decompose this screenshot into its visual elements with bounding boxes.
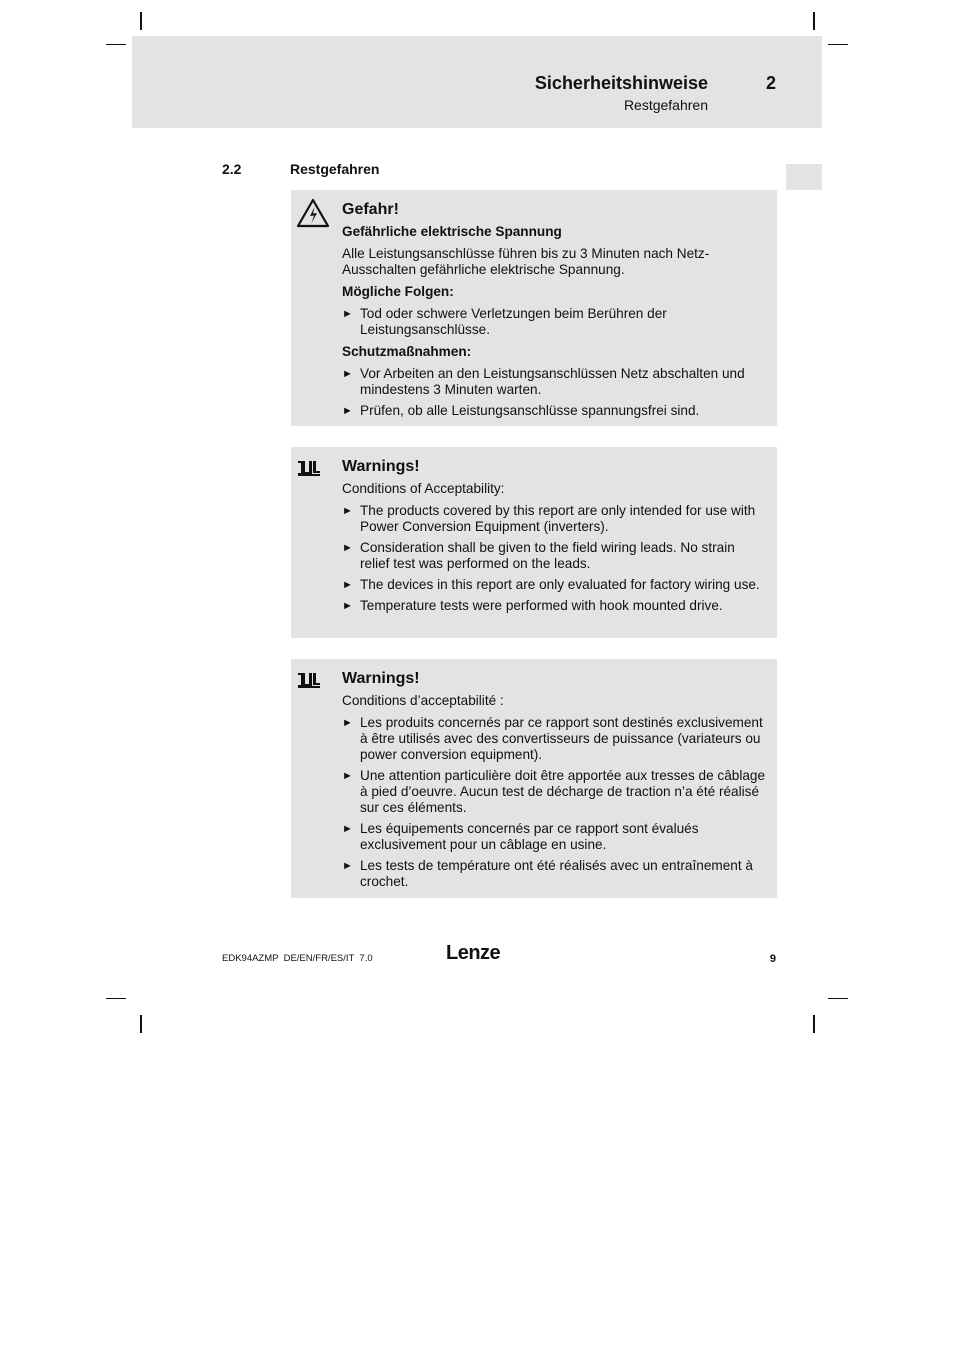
crop-mark (106, 44, 126, 45)
bullet-arrow-icon: ► (342, 579, 353, 591)
crop-mark (828, 44, 848, 45)
ul-mark-icon (296, 459, 322, 482)
list-item: ► Tod oder schwere Verletzungen beim Berühren der Leistungsanschlüsse. (342, 306, 667, 337)
ul-mark-icon (296, 671, 322, 694)
bullet-arrow-icon: ► (342, 823, 353, 835)
danger-text: Alle Leistungsanschlüsse führen bis zu 3 Minuten nach Netz-Ausschalten gefährliche elektrische Spannung. (342, 246, 710, 277)
list-item: ► The products covered by this report are only intended for use with Power Conversion Equipment (inverters). (342, 503, 756, 534)
bullet-arrow-icon: ► (342, 860, 353, 872)
warning-en-list (342, 503, 767, 614)
crop-mark (813, 1015, 815, 1033)
bullet-arrow-icon: ► (342, 542, 353, 554)
consequences-list (342, 306, 767, 338)
document-code: EDK94AZMP DE/EN/FR/ES/IT 7.0 (222, 953, 373, 964)
warning-fr-intro: Conditions d’acceptabilité : (342, 693, 504, 708)
crop-mark (140, 12, 142, 30)
bullet-arrow-icon: ► (342, 368, 353, 380)
list-item: ► Consideration shall be given to the field wiring leads. No strain relief test was performed on the leads. (342, 540, 735, 571)
consequences-label: Mögliche Folgen: (342, 284, 454, 299)
electrical-hazard-icon (296, 198, 330, 233)
crop-mark (828, 998, 848, 999)
chapter-tab (786, 164, 822, 190)
warning-fr-list (342, 715, 767, 890)
danger-box (291, 190, 777, 426)
section-number: 2.2 (222, 161, 242, 177)
list-item: ► Prüfen, ob alle Leistungsanschlüsse spannungsfrei sind. (342, 403, 700, 418)
list-item: ► The devices in this report are only evaluated for factory wiring use. (342, 577, 760, 592)
list-item: ► Les tests de température ont été réalisés avec un entraînement à crochet. (342, 858, 753, 889)
warning-box-en (291, 447, 777, 638)
warning-en-intro: Conditions of Acceptability: (342, 481, 505, 496)
warning-en-title: Warnings! (342, 458, 420, 475)
bullet-arrow-icon: ► (342, 505, 353, 517)
list-item: ► Les équipements concernés par ce rapport sont évalués exclusivement pour un câblage en usine. (342, 821, 699, 852)
bullet-arrow-icon: ► (342, 717, 353, 729)
bullet-arrow-icon: ► (342, 600, 353, 612)
bullet-arrow-icon: ► (342, 405, 353, 417)
chapter-subtitle: Restgefahren (623, 97, 708, 113)
chapter-title: Sicherheitshinweise (534, 73, 708, 93)
danger-title: Gefahr! (342, 201, 399, 218)
lenze-logo: Lenze (446, 942, 501, 964)
bullet-arrow-icon: ► (342, 770, 353, 782)
crop-mark (140, 1015, 142, 1033)
list-item: ► Temperature tests were performed with hook mounted drive. (342, 598, 723, 613)
crop-mark (813, 12, 815, 30)
header-band (132, 36, 822, 128)
measures-label: Schutzmaßnahmen: (342, 344, 472, 359)
measures-list (342, 366, 767, 419)
list-item: ► Les produits concernés par ce rapport sont destinés exclusivement à être utilisés avec des convertisseurs de puissance (variateurs ou power conversion equipment). (342, 715, 763, 762)
chapter-number: 2 (765, 73, 776, 93)
warning-box-fr (291, 659, 777, 898)
list-item: ► Vor Arbeiten an den Leistungsanschlüssen Netz abschalten und mindestens 3 Minuten warten. (342, 366, 745, 397)
crop-mark (106, 998, 126, 999)
bullet-arrow-icon: ► (342, 308, 353, 320)
list-item: ► Une attention particulière doit être apportée aux tresses de câblage à pied d’oeuvre. Aucun test de décharge de traction n’a été réalisé sur ces éléments. (342, 768, 766, 815)
page-number: 9 (769, 953, 776, 965)
section-title: Restgefahren (290, 161, 380, 177)
danger-subtitle: Gefährliche elektrische Spannung (342, 224, 562, 239)
warning-fr-title: Warnings! (342, 670, 420, 687)
